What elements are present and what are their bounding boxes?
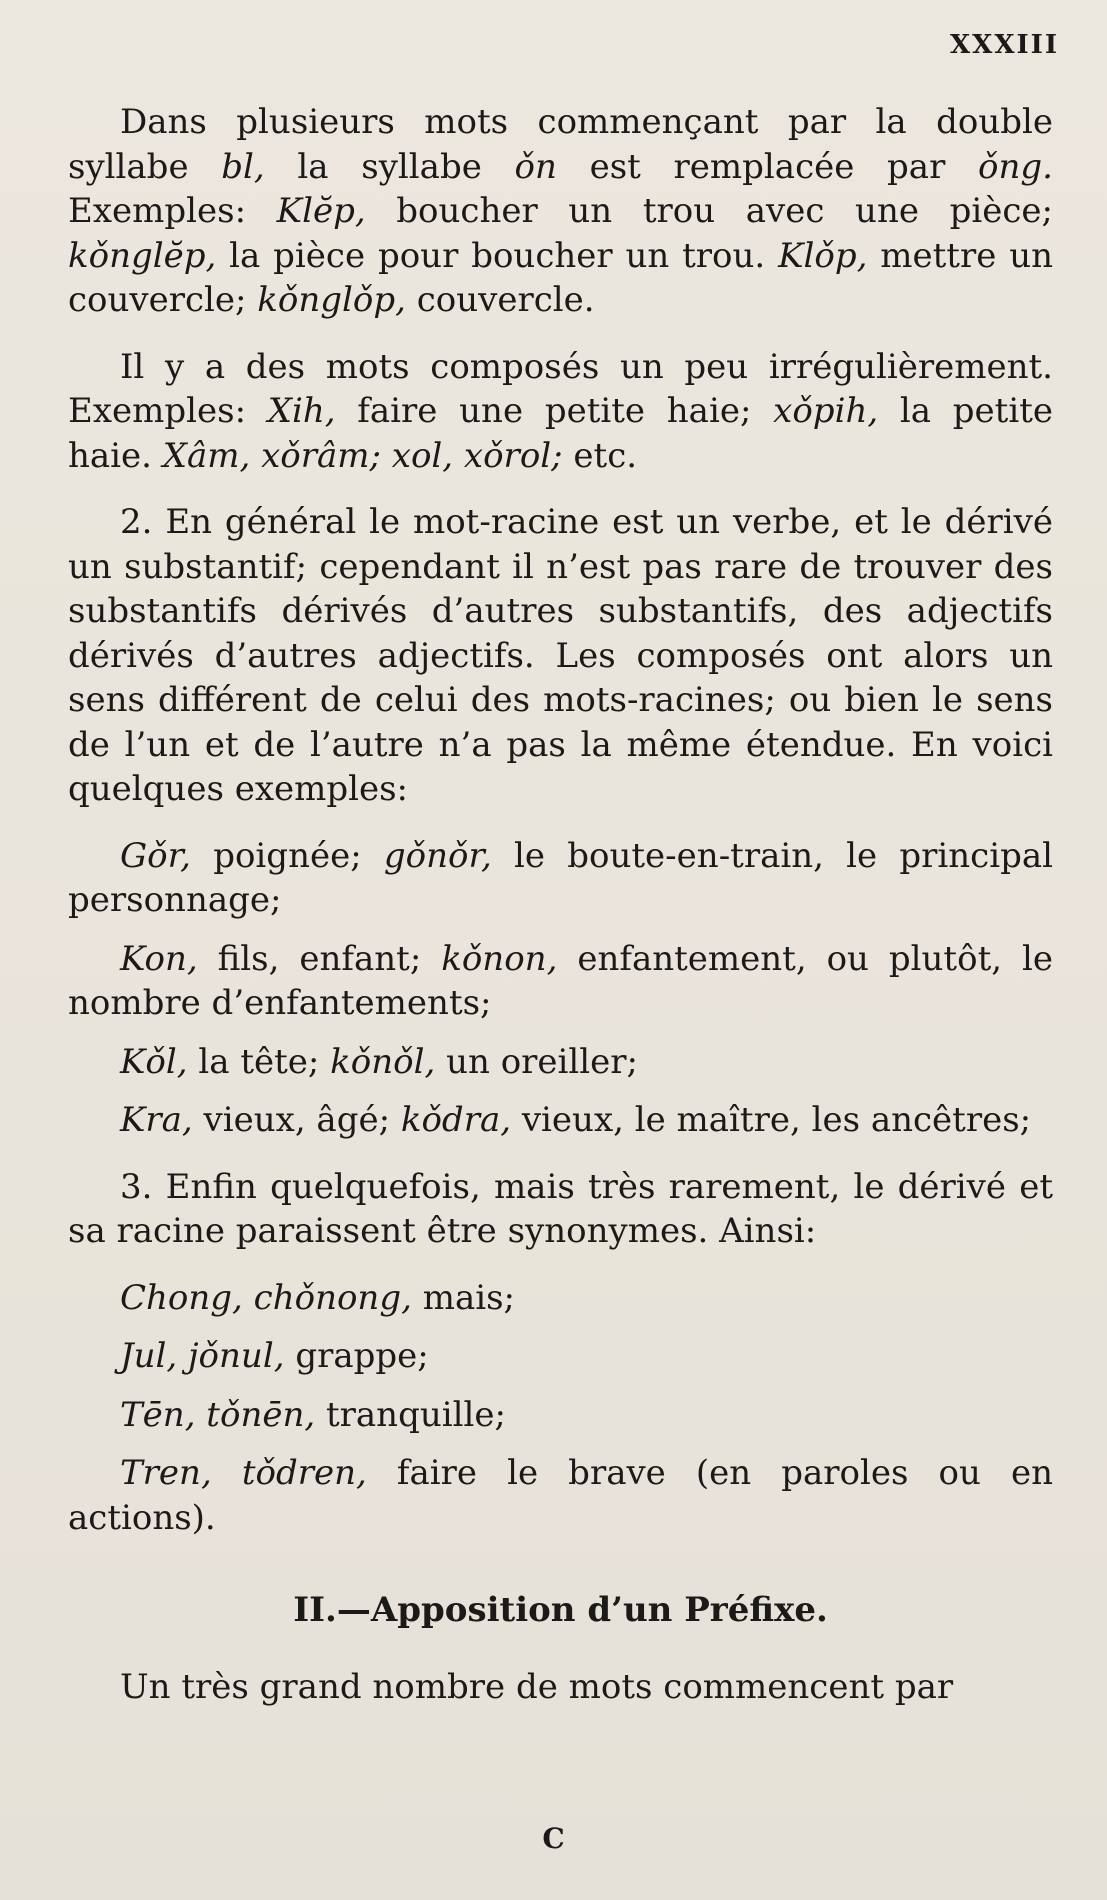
- text-segment: faire une petite haie;: [335, 391, 774, 431]
- paragraph: [68, 834, 1053, 923]
- text-segment: est remplacée par: [556, 146, 979, 187]
- italic-term: kǒnǒl,: [330, 1041, 436, 1082]
- text-segment: la pièce pour boucher un trou.: [216, 235, 779, 276]
- text-segment: 2. En général le mot-racine est un verbe, et le dérivé un substantif; cependant il n’est pas rare de trouver des substantifs dérivés d’autres substantifs, des adjectifs dérivés d’autres adjectifs. Les composés ont alors un sens différent de celui des mots-racines; ou bien le sens de l’un et de l’autre n’a pas la même étendue. En voici quelques exemples:: [68, 502, 1053, 809]
- italic-term: Kǒl,: [120, 1041, 188, 1082]
- italic-term: Jul, jǒnul,: [120, 1336, 285, 1376]
- paragraph: [68, 1393, 1053, 1438]
- text-segment: la tête;: [187, 1041, 331, 1082]
- italic-term: ǒn: [514, 146, 557, 187]
- italic-term: bl,: [221, 146, 265, 187]
- paragraph-list: [68, 100, 1053, 1540]
- italic-term: kǒdra,: [400, 1100, 512, 1140]
- italic-term: Klǒp,: [778, 235, 868, 276]
- italic-term: gǒnǒr,: [383, 835, 492, 876]
- closing-paragraph: Un très grand nombre de mots commencent par: [120, 1666, 954, 1707]
- text-segment: Il y a des mots composés un peu irrégulièrement. Exemples:: [68, 346, 1053, 431]
- italic-term: xǒpih,: [773, 391, 879, 431]
- text-segment: faire le brave (en paroles ou en actions).: [68, 1453, 1053, 1538]
- italic-term: Tren, tǒdren,: [120, 1453, 367, 1493]
- italic-term: Tēn, tǒnēn,: [120, 1394, 316, 1435]
- paragraph: [68, 345, 1053, 479]
- paragraph: [68, 1451, 1053, 1540]
- paragraph: [68, 100, 1053, 323]
- text-segment: fils, enfant;: [197, 938, 442, 979]
- text-segment: mettre un couvercle;: [68, 235, 1053, 320]
- page-number: XXXIII: [949, 30, 1059, 60]
- italic-term: Kon,: [120, 938, 198, 979]
- text-segment: la petite haie.: [68, 391, 1054, 476]
- text-segment: etc.: [562, 435, 638, 476]
- paragraph: [68, 1040, 1053, 1085]
- text-segment: mais;: [411, 1277, 516, 1318]
- text-segment: 3. Enfin quelquefois, mais très rarement, le dérivé et sa racine paraissent être synonymes. Ainsi:: [68, 1166, 1053, 1251]
- paragraph: [68, 1098, 1053, 1143]
- paragraph: [68, 937, 1053, 1026]
- italic-term: kǒnglĕp,: [68, 235, 217, 276]
- text-segment: un oreiller;: [435, 1041, 638, 1082]
- text-segment: vieux, le maître, les ancêtres;: [511, 1100, 1032, 1140]
- text-segment: grappe;: [284, 1336, 429, 1376]
- italic-term: ǒng.: [978, 146, 1053, 187]
- italic-term: kǒnglǒp,: [257, 280, 406, 320]
- text-segment: couvercle.: [405, 280, 595, 320]
- paragraph: [68, 500, 1053, 812]
- signature-mark: C: [542, 1822, 565, 1855]
- text-segment: Exemples:: [68, 191, 277, 231]
- text-segment: vieux, âgé;: [192, 1100, 401, 1140]
- italic-term: Gǒr,: [120, 835, 191, 876]
- text-segment: poignée;: [190, 835, 384, 876]
- section-heading: II.—Apposition d’un Préfixe.: [293, 1590, 828, 1630]
- text-segment: enfantement, ou plutôt, le nombre d’enfantements;: [68, 938, 1053, 1023]
- text-segment: la syllabe: [264, 146, 515, 187]
- paragraph: [68, 1276, 1053, 1321]
- italic-term: Klĕp,: [276, 191, 366, 231]
- paragraph: [68, 1165, 1053, 1254]
- italic-term: kǒnon,: [441, 938, 558, 979]
- text-segment: tranquille;: [315, 1394, 506, 1435]
- italic-term: Chong, chǒnong,: [120, 1277, 412, 1318]
- text-segment: le boute-en-train, le principal personnage;: [68, 835, 1053, 920]
- text-segment: boucher un trou avec une pièce;: [365, 191, 1053, 231]
- text-segment: Dans plusieurs mots commençant par la double syllabe: [68, 102, 1053, 187]
- italic-term: Xâm, xǒrâm; xol, xǒrol;: [162, 435, 563, 476]
- paragraph: [68, 1334, 1053, 1379]
- body-text: [68, 100, 1053, 1731]
- italic-term: Xih,: [267, 391, 336, 431]
- italic-term: Kra,: [120, 1100, 193, 1140]
